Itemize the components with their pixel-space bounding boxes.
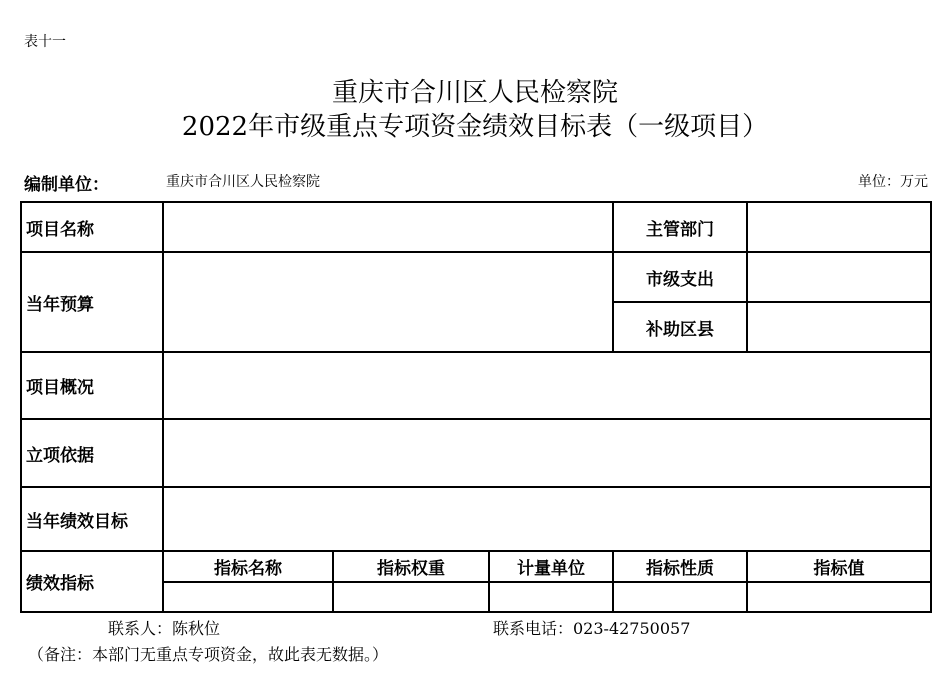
indicator-header-weight: 指标权重	[333, 551, 489, 582]
title-organization: 重庆市合川区人民检察院	[331, 78, 618, 108]
city-expense-value	[747, 252, 931, 302]
table-row	[21, 419, 931, 487]
indicator-header-unit: 计量单位	[489, 551, 613, 582]
indicator-weight-cell	[333, 582, 489, 612]
city-expense-label: 市级支出	[613, 252, 747, 302]
contact-phone: 联系电话：023-42750057	[493, 619, 691, 638]
overview-label: 项目概况	[21, 352, 163, 419]
indicator-nature-cell	[613, 582, 747, 612]
dept-value	[747, 202, 931, 252]
dept-label: 主管部门	[613, 202, 747, 252]
performance-target-table	[20, 201, 932, 613]
table-number: 表十一	[24, 34, 66, 50]
overview-value	[163, 352, 931, 419]
table-row	[21, 202, 931, 252]
indicator-name-cell	[163, 582, 333, 612]
basis-label: 立项依据	[21, 419, 163, 487]
compiling-unit-value: 重庆市合川区人民检察院	[166, 174, 320, 190]
goal-label: 当年绩效目标	[21, 487, 163, 551]
table-row	[21, 252, 931, 302]
table-row	[21, 551, 931, 582]
indicator-header-value: 指标值	[747, 551, 931, 582]
table-row	[21, 352, 931, 419]
basis-value	[163, 419, 931, 487]
compiling-unit-label: 编制单位：	[24, 175, 109, 195]
subsidy-value	[747, 302, 931, 352]
budget-label: 当年预算	[21, 252, 163, 352]
indicator-header-nature: 指标性质	[613, 551, 747, 582]
budget-value	[163, 252, 613, 352]
project-name-value	[163, 202, 613, 252]
unit-label: 单位：万元	[858, 174, 928, 190]
indicator-label: 绩效指标	[21, 551, 163, 612]
project-name-label: 项目名称	[21, 202, 163, 252]
indicator-unit-cell	[489, 582, 613, 612]
table-row	[21, 487, 931, 551]
indicator-value-cell	[747, 582, 931, 612]
title-table-name: 2022年市级重点专项资金绩效目标表（一级项目）	[181, 112, 769, 142]
subsidy-label: 补助区县	[613, 302, 747, 352]
contact-person: 联系人：陈秋位	[108, 619, 221, 638]
goal-value	[163, 487, 931, 551]
remark-note: （备注：本部门无重点专项资金，故此表无数据。）	[28, 645, 389, 664]
indicator-header-name: 指标名称	[163, 551, 333, 582]
